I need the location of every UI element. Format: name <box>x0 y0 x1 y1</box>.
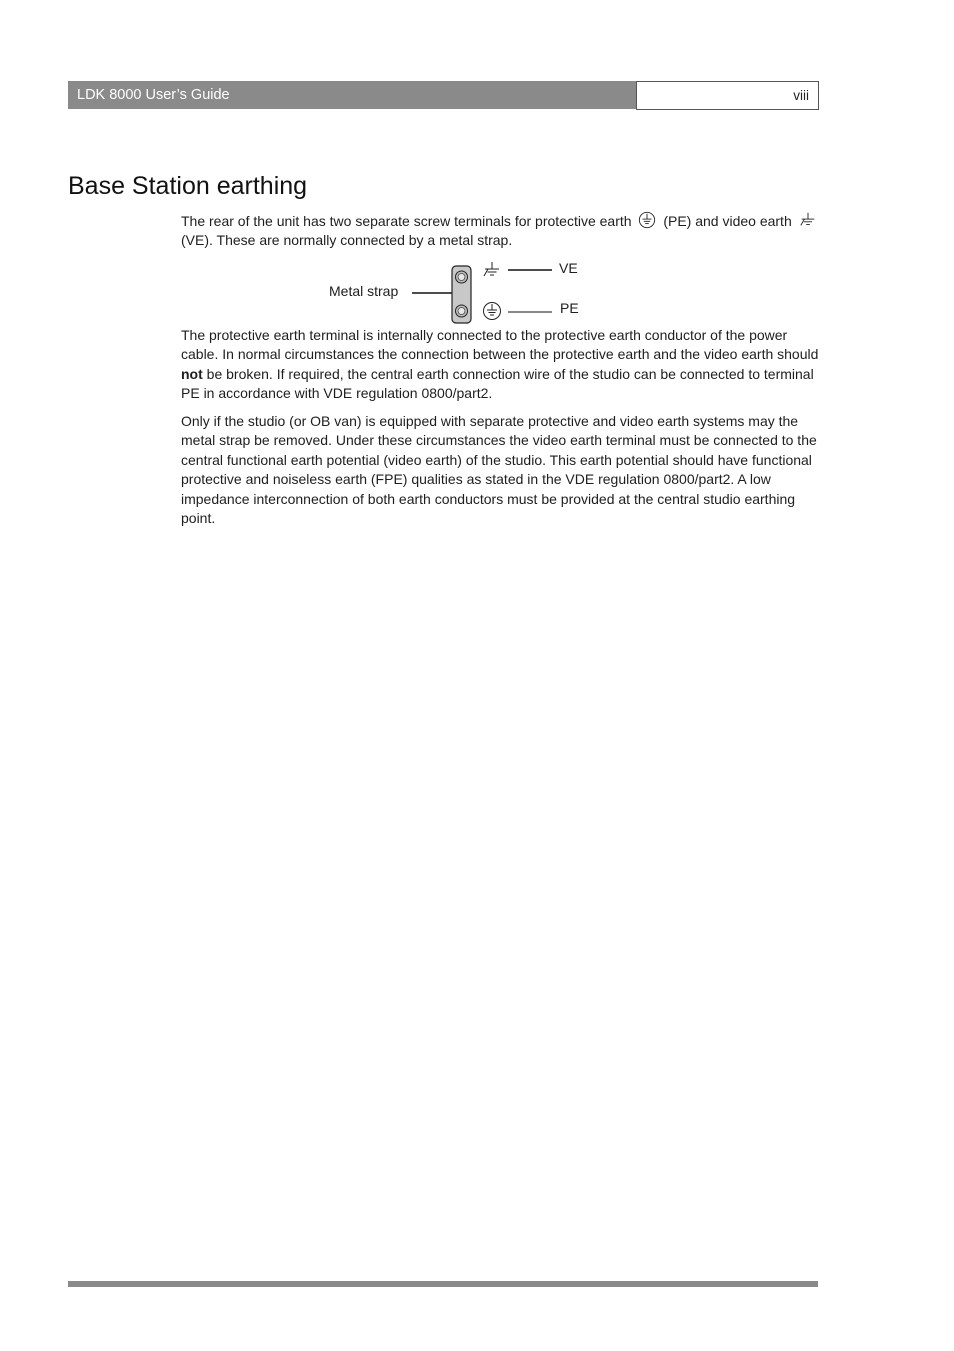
pe-label: PE <box>560 300 579 316</box>
metal-strap-label: Metal strap <box>329 283 399 299</box>
page-number: viii <box>793 88 809 103</box>
document-title: LDK 8000 User’s Guide <box>77 87 230 103</box>
pe-text-1: The protective earth terminal is internally connected to the protective earth conductor of the power cable. In normal circumstances the connection between the protective earth and the video earth should <box>181 327 819 363</box>
intro-text-2: (PE) and video earth <box>663 213 792 229</box>
protective-earth-paragraph <box>181 326 821 404</box>
intro-paragraph <box>181 211 821 251</box>
intro-text-3: (VE). These are normally connected by a metal strap. <box>181 232 513 249</box>
earthing-diagram <box>320 256 600 326</box>
header-bar <box>68 81 636 109</box>
video-earth-icon <box>798 211 818 229</box>
ve-label: VE <box>559 260 578 276</box>
page-number-box <box>636 81 819 110</box>
intro-text-1: The rear of the unit has two separate screw terminals for protective earth <box>181 213 632 229</box>
pe-text-emphasis: not <box>181 365 203 382</box>
protective-earth-icon <box>637 211 657 229</box>
pe-symbol <box>484 303 501 320</box>
ve-symbol <box>484 262 499 276</box>
section-title: Base Station earthing <box>68 172 308 200</box>
footer-bar <box>68 1281 818 1287</box>
separate-systems-paragraph: Only if the studio (or OB van) is equipped with separate protective and video earth systems may the metal strap be removed. Under these circumstances the video earth terminal must be connected to the central functional earth potential (video earth) of the studio. This earth potential should have functional protective and noiseless earth (FPE) qualities as stated in the VDE regulation 0800/part2. A low impedance interconnection of both earth conductors must be provided at the central studio earthing point. <box>181 413 817 527</box>
pe-text-2: be broken. If required, the central earth connection wire of the studio can be connected to terminal PE in accordance with VDE regulation 0800/part2. <box>181 365 814 402</box>
